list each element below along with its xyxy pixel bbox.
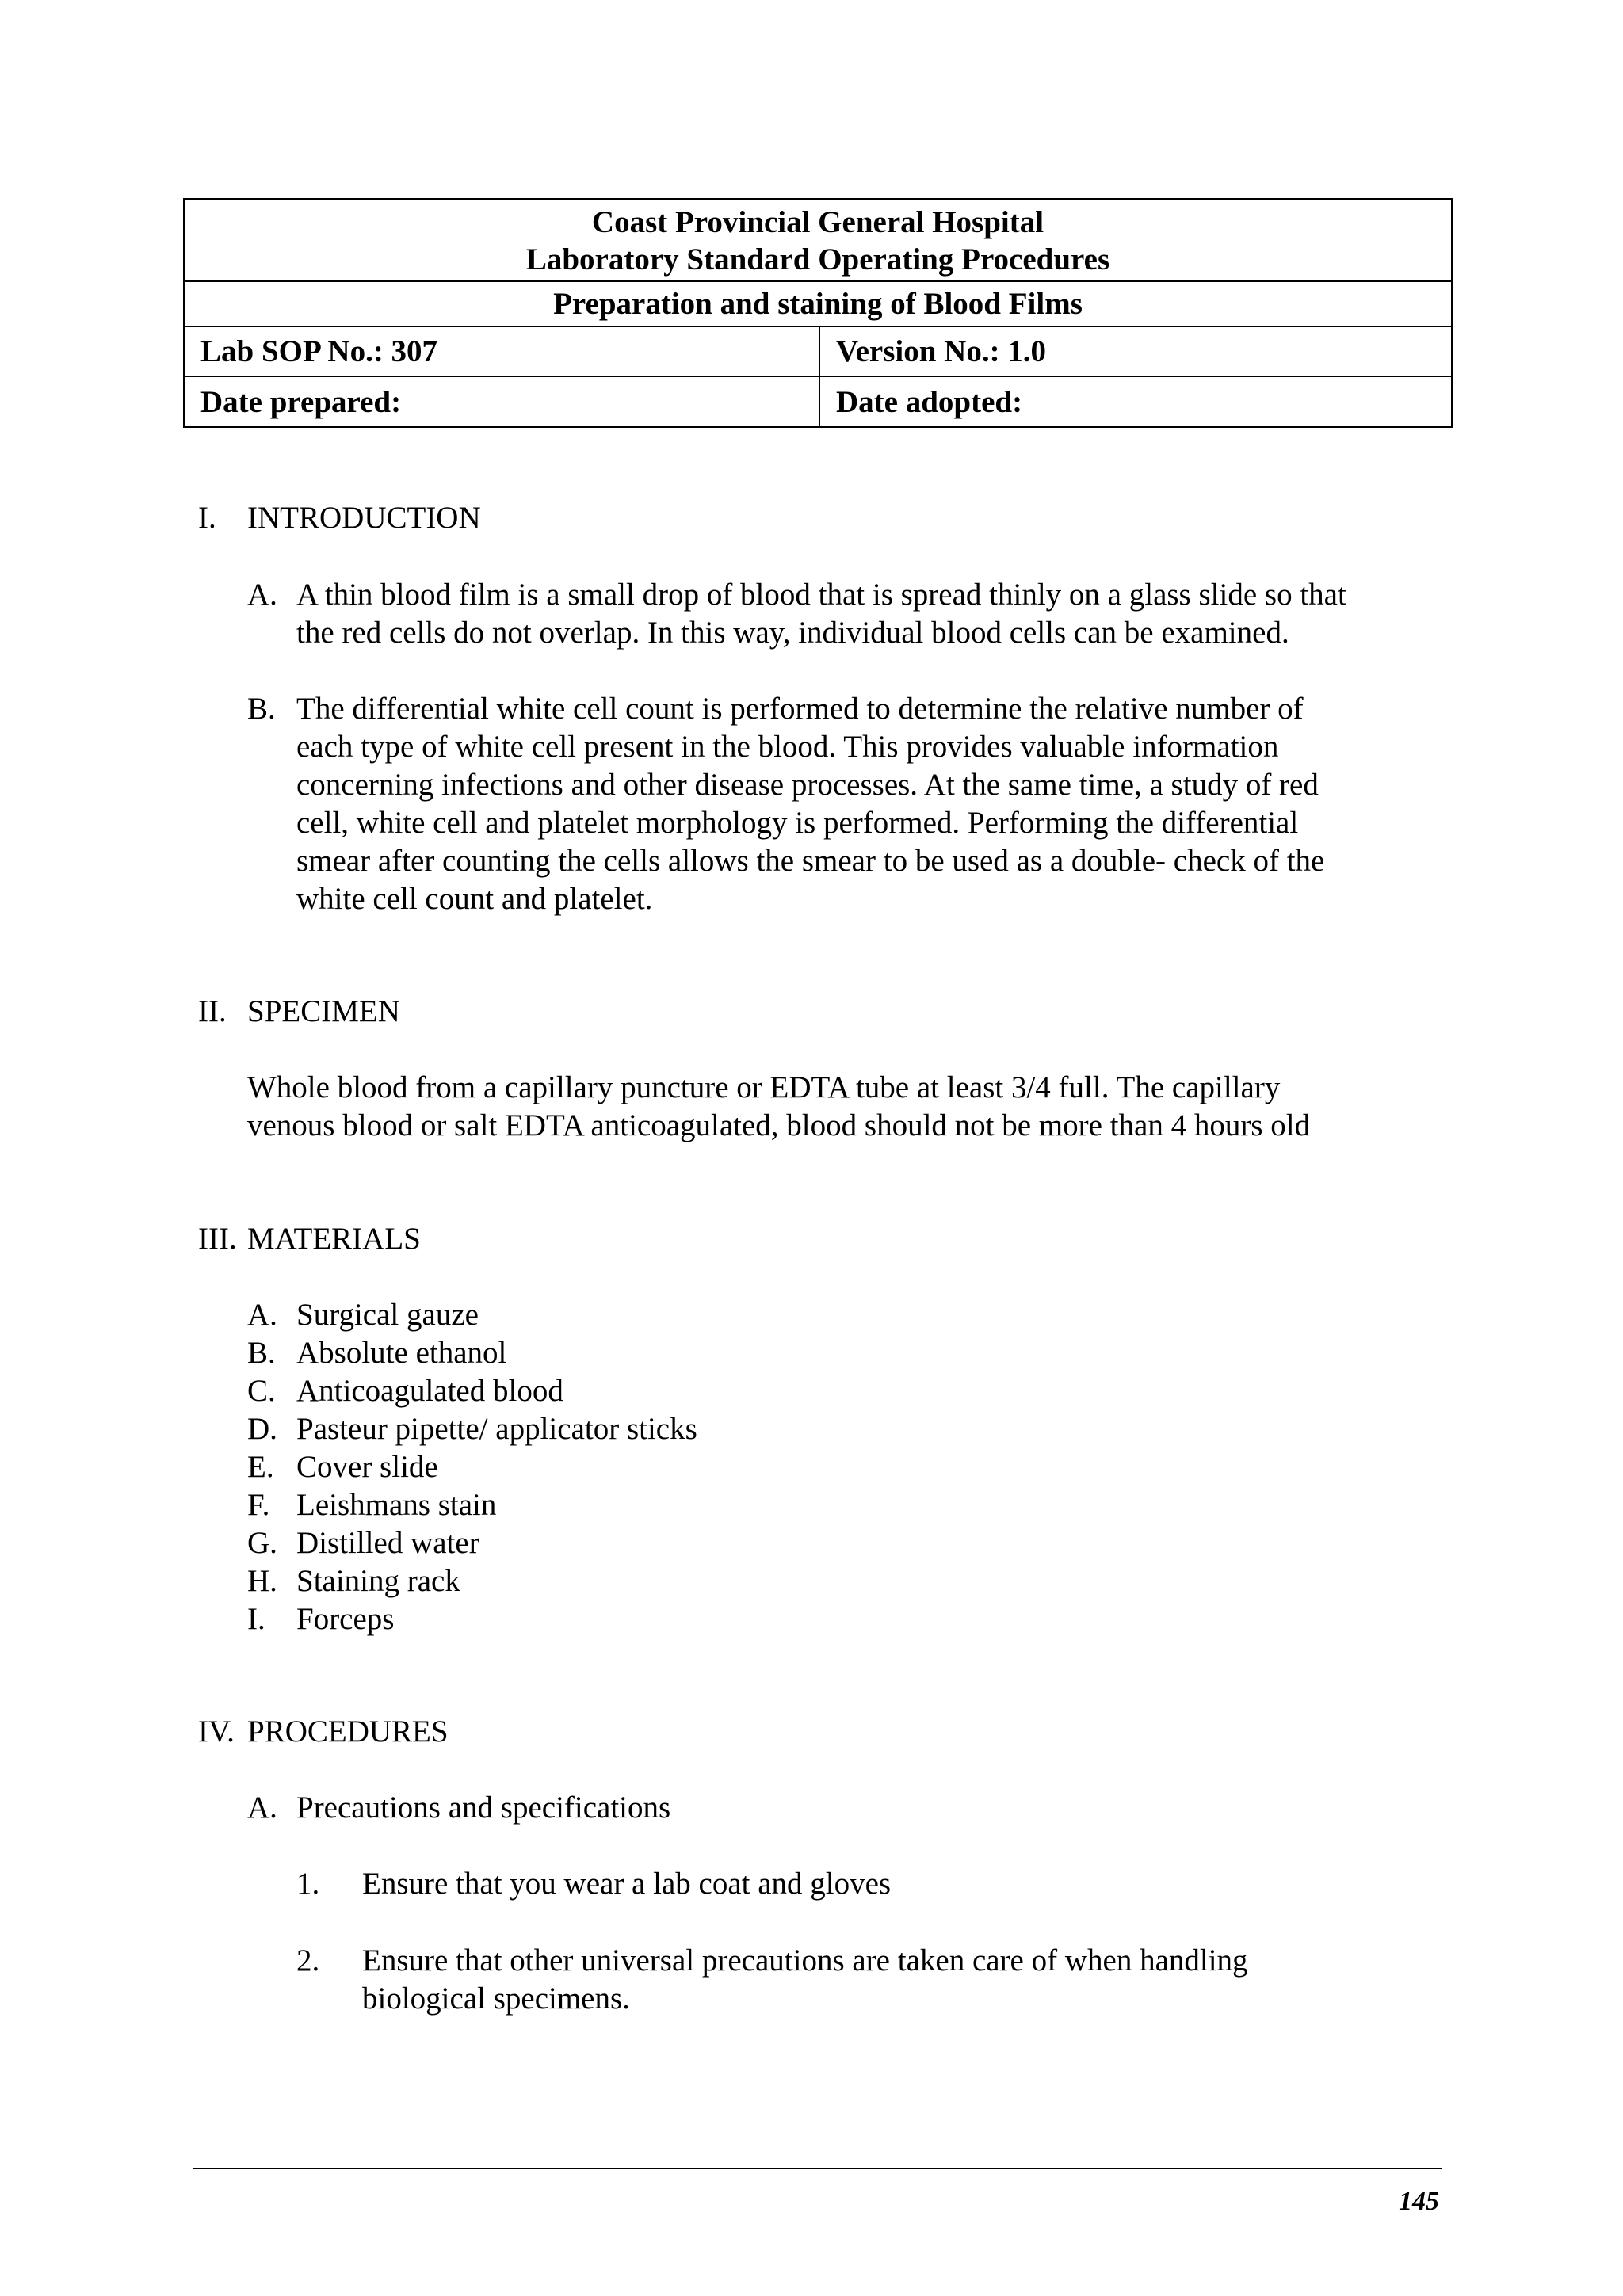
step-number: 1.	[296, 1867, 320, 1901]
intro-b-line: cell, white cell and platelet morphology is performed. Performing the differential	[296, 806, 1299, 840]
list-item: G. Distilled water	[247, 1526, 479, 1560]
specimen-line: venous blood or salt EDTA anticoagulated, blood should not be more than 4 hours old	[247, 1108, 1311, 1142]
section-heading-materials: MATERIALS	[247, 1222, 421, 1256]
intro-b-line: The differential white cell count is performed to determine the relative number of	[296, 692, 1304, 726]
intro-b-line: each type of white cell present in the blood. This provides valuable information	[296, 730, 1279, 764]
step-text: Ensure that other universal precautions are taken care of when handling biological specimens.	[362, 1943, 1248, 2016]
list-item: D. Pasteur pipette/ applicator sticks	[247, 1412, 697, 1446]
section-number-intro: I.	[198, 501, 216, 535]
specimen-line: Whole blood from a capillary puncture or EDTA tube at least 3/4 full. The capillary	[247, 1070, 1281, 1104]
section-number-materials: III.	[198, 1222, 237, 1256]
intro-paragraph-b	[296, 690, 1324, 918]
date-adopted: Date adopted:	[819, 376, 1452, 427]
footer-divider	[193, 2168, 1442, 2169]
materials-list	[247, 1296, 697, 1638]
step-number: 2.	[296, 1943, 320, 1978]
sop-number: Lab SOP No.: 307	[184, 326, 819, 376]
step-text: Ensure that you wear a lab coat and gloves	[362, 1867, 892, 1901]
intro-a-letter: A.	[247, 578, 277, 612]
intro-b-line: concerning infections and other disease processes. At the same time, a study of red	[296, 768, 1319, 802]
specimen-paragraph	[247, 1069, 1310, 1145]
intro-paragraph-a	[296, 576, 1346, 652]
list-item: B. Absolute ethanol	[247, 1336, 507, 1370]
sop-title: Preparation and staining of Blood Films	[184, 281, 1452, 326]
date-prepared: Date prepared:	[184, 376, 819, 427]
intro-b-line: white cell count and platelet.	[296, 882, 653, 916]
section-number-procedures: IV.	[198, 1714, 235, 1749]
procedures-a-title: Precautions and specifications	[296, 1791, 671, 1825]
org-name: Coast Provincial General Hospital	[591, 205, 1044, 239]
list-item: F. Leishmans stain	[247, 1488, 497, 1522]
section-heading-procedures: PROCEDURES	[247, 1714, 449, 1749]
intro-a-line: the red cells do not overlap. In this way, individual blood cells can be examined.	[296, 616, 1289, 650]
intro-b-line: smear after counting the cells allows the smear to be used as a double- check of the	[296, 844, 1325, 878]
list-item: H. Staining rack	[247, 1564, 460, 1598]
page-number: 145	[1399, 2187, 1439, 2216]
list-item: A. Surgical gauze	[247, 1298, 479, 1332]
doc-type: Laboratory Standard Operating Procedures	[525, 242, 1110, 277]
section-heading-specimen: SPECIMEN	[247, 994, 400, 1028]
list-item: C. Anticoagulated blood	[247, 1374, 563, 1408]
section-heading-intro: INTRODUCTION	[247, 501, 481, 535]
section-number-specimen: II.	[198, 994, 227, 1028]
intro-a-line: A thin blood film is a small drop of blood that is spread thinly on a glass slide so that	[296, 578, 1346, 612]
list-item: E. Cover slide	[247, 1450, 438, 1484]
list-item: I. Forceps	[247, 1602, 395, 1636]
version-number: Version No.: 1.0	[819, 326, 1452, 376]
intro-b-letter: B.	[247, 692, 276, 726]
procedures-a-letter: A.	[247, 1791, 277, 1825]
